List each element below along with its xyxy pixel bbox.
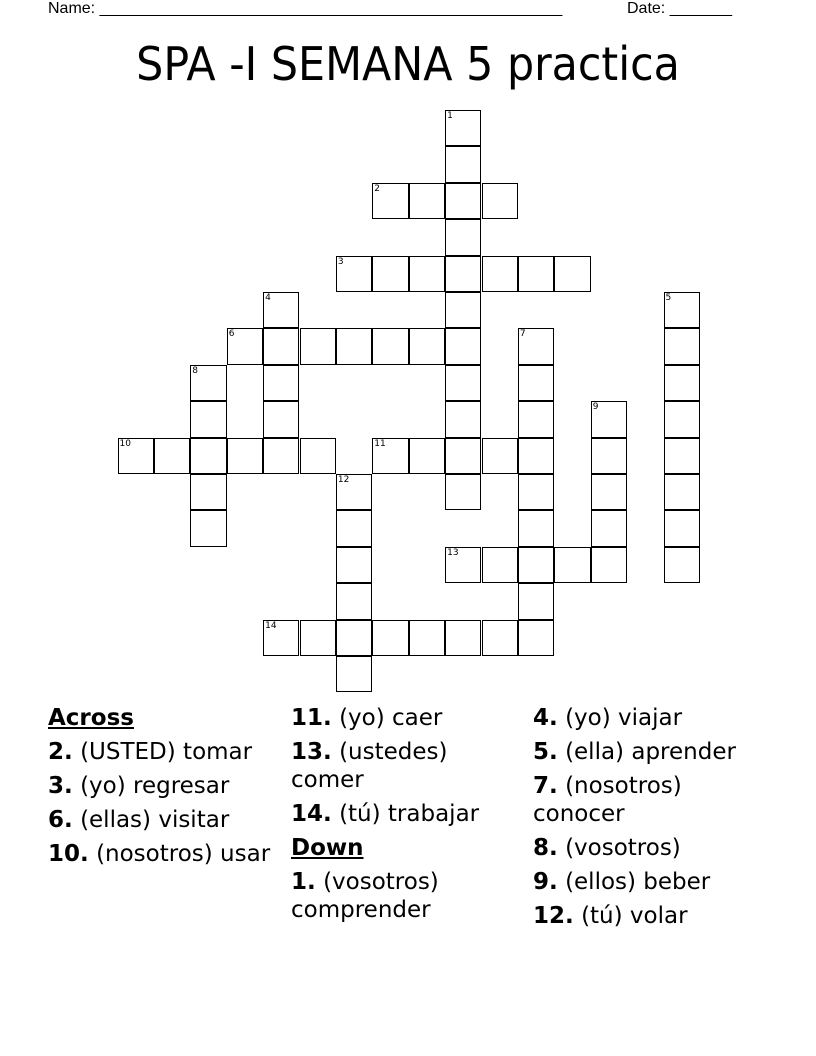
grid-cell[interactable] — [300, 620, 336, 656]
clue-text: (ustedes) comer — [291, 739, 448, 793]
across-heading: Across — [48, 705, 134, 731]
grid-cell[interactable] — [664, 438, 700, 474]
grid-cell[interactable] — [409, 620, 445, 656]
cell-number: 13 — [447, 547, 459, 558]
grid-cell[interactable] — [445, 328, 481, 364]
clue-down-7 — [533, 772, 773, 828]
cell-number: 8 — [192, 365, 199, 376]
clue-down-8 — [533, 834, 773, 862]
grid-cell[interactable] — [518, 401, 554, 437]
grid-cell[interactable] — [263, 620, 299, 656]
grid-cell[interactable] — [518, 510, 554, 546]
grid-cell[interactable] — [445, 474, 481, 510]
cell-number: 11 — [374, 438, 386, 449]
grid-cell[interactable] — [518, 620, 554, 656]
clue-text: (vosotros) comprender — [291, 869, 439, 923]
clue-number: 10. — [48, 841, 89, 867]
grid-cell[interactable] — [409, 438, 445, 474]
clue-text: (nosotros) conocer — [533, 773, 682, 827]
clue-number: 9. — [533, 869, 558, 895]
cell-number: 6 — [228, 329, 235, 340]
grid-cell[interactable] — [482, 547, 518, 583]
grid-cell[interactable] — [554, 256, 590, 292]
grid-cell[interactable] — [591, 438, 627, 474]
grid-cell[interactable] — [664, 510, 700, 546]
grid-cell[interactable] — [445, 620, 481, 656]
grid-cell[interactable] — [518, 438, 554, 474]
grid-cell[interactable] — [409, 256, 445, 292]
cell-number: 4 — [265, 293, 271, 303]
grid-cell[interactable] — [445, 365, 481, 401]
clue-number: 8. — [533, 835, 558, 861]
clue-text: (ellas) visitar — [80, 807, 230, 833]
grid-cell[interactable] — [518, 474, 554, 510]
grid-cell[interactable] — [409, 328, 445, 364]
cell-number: 10 — [119, 438, 131, 449]
grid-cell[interactable] — [445, 183, 481, 219]
grid-cell[interactable] — [591, 401, 627, 437]
grid-cell[interactable] — [664, 328, 700, 364]
cell-number: 1 — [447, 111, 453, 121]
clue-text: (ella) aprender — [565, 739, 736, 765]
grid-cell[interactable] — [591, 474, 627, 510]
clue-number: 13. — [291, 739, 332, 765]
cell-number: 3 — [337, 256, 344, 267]
clue-down-1 — [291, 868, 526, 924]
grid-cell[interactable] — [336, 256, 372, 292]
grid-cell[interactable] — [336, 656, 372, 692]
grid-cell[interactable] — [154, 438, 190, 474]
clue-number: 4. — [533, 705, 558, 731]
grid-cell[interactable] — [372, 620, 408, 656]
clue-down-5 — [533, 738, 773, 766]
clue-text: (yo) regresar — [80, 773, 230, 799]
grid-cell[interactable] — [591, 510, 627, 546]
grid-cell[interactable] — [336, 510, 372, 546]
grid-cell[interactable] — [482, 256, 518, 292]
clue-number: 3. — [48, 773, 73, 799]
clue-across-10 — [48, 840, 278, 868]
clues-column-2 — [291, 704, 526, 930]
grid-cell[interactable] — [445, 547, 481, 583]
clue-text: (yo) caer — [339, 705, 443, 731]
grid-cell[interactable] — [190, 474, 226, 510]
grid-cell[interactable] — [518, 365, 554, 401]
grid-cell[interactable] — [227, 328, 263, 364]
grid-cell[interactable] — [445, 256, 481, 292]
grid-cell[interactable] — [336, 328, 372, 364]
grid-cell[interactable] — [300, 328, 336, 364]
grid-cell[interactable] — [336, 547, 372, 583]
grid-cell[interactable] — [445, 438, 481, 474]
clue-text: (yo) viajar — [565, 705, 683, 731]
grid-cell[interactable] — [664, 401, 700, 437]
grid-cell[interactable] — [372, 328, 408, 364]
grid-cell[interactable] — [664, 547, 700, 583]
clue-across-14 — [291, 800, 526, 828]
grid-cell[interactable] — [118, 438, 154, 474]
grid-cell[interactable] — [372, 256, 408, 292]
grid-cell[interactable] — [336, 620, 372, 656]
grid-cell[interactable] — [336, 474, 372, 510]
clue-across-3 — [48, 772, 278, 800]
grid-cell[interactable] — [518, 547, 554, 583]
grid-cell[interactable] — [482, 183, 518, 219]
clue-across-11 — [291, 704, 526, 732]
clue-across-13 — [291, 738, 526, 794]
grid-cell[interactable] — [300, 438, 336, 474]
grid-cell[interactable] — [664, 365, 700, 401]
clue-number: 11. — [291, 705, 332, 731]
grid-cell[interactable] — [518, 328, 554, 364]
clue-across-2 — [48, 738, 278, 766]
grid-cell[interactable] — [372, 438, 408, 474]
clue-number: 14. — [291, 801, 332, 827]
clue-text: (tú) volar — [581, 903, 688, 929]
cell-number: 5 — [665, 293, 672, 303]
clue-down-4 — [533, 704, 773, 732]
grid-cell[interactable] — [664, 474, 700, 510]
cell-number: 2 — [374, 183, 381, 194]
grid-cell[interactable] — [263, 292, 299, 328]
cell-number: 14 — [265, 620, 277, 631]
clue-number: 2. — [48, 739, 73, 765]
grid-cell[interactable] — [190, 401, 226, 437]
grid-cell[interactable] — [190, 438, 226, 474]
grid-cell[interactable] — [372, 183, 408, 219]
name-field-label: Name: ____________________________________________________ — [48, 0, 563, 17]
clues-column-3 — [533, 704, 773, 936]
grid-cell[interactable] — [554, 547, 590, 583]
grid-cell[interactable] — [445, 146, 481, 182]
clue-number: 5. — [533, 739, 558, 765]
down-heading: Down — [291, 835, 364, 861]
grid-cell[interactable] — [263, 365, 299, 401]
cell-number: 12 — [337, 475, 350, 485]
grid-cell[interactable] — [482, 620, 518, 656]
clue-down-12 — [533, 902, 773, 930]
clue-text: (ellos) beber — [565, 869, 711, 895]
clue-across-6 — [48, 806, 278, 834]
grid-cell[interactable] — [664, 292, 700, 328]
grid-cell[interactable] — [409, 183, 445, 219]
grid-cell[interactable] — [518, 256, 554, 292]
clue-number: 6. — [48, 807, 73, 833]
grid-cell[interactable] — [482, 438, 518, 474]
clues-column-1 — [48, 704, 278, 874]
page-title: SPA -I SEMANA 5 practica — [136, 37, 680, 91]
clue-text: (tú) trabajar — [339, 801, 480, 827]
clue-number: 7. — [533, 773, 558, 799]
grid-cell[interactable] — [445, 110, 481, 146]
clue-text: (vosotros) — [565, 835, 681, 861]
grid-cell[interactable] — [591, 547, 627, 583]
clue-number: 12. — [533, 903, 574, 929]
grid-cell[interactable] — [518, 583, 554, 619]
grid-cell[interactable] — [445, 401, 481, 437]
date-field-label: Date: _______ — [627, 0, 732, 17]
grid-cell[interactable] — [445, 219, 481, 255]
clue-down-9 — [533, 868, 773, 896]
grid-cell[interactable] — [336, 583, 372, 619]
grid-cell[interactable] — [445, 292, 481, 328]
cell-number: 7 — [519, 329, 526, 340]
grid-cell[interactable] — [263, 328, 299, 364]
grid-cell[interactable] — [263, 401, 299, 437]
grid-cell[interactable] — [263, 438, 299, 474]
grid-cell[interactable] — [190, 510, 226, 546]
grid-cell[interactable] — [227, 438, 263, 474]
grid-cell[interactable] — [190, 365, 226, 401]
clue-number: 1. — [291, 869, 316, 895]
clue-text: (USTED) tomar — [80, 739, 253, 765]
clue-text: (nosotros) usar — [96, 841, 271, 867]
cell-number: 9 — [592, 402, 599, 413]
